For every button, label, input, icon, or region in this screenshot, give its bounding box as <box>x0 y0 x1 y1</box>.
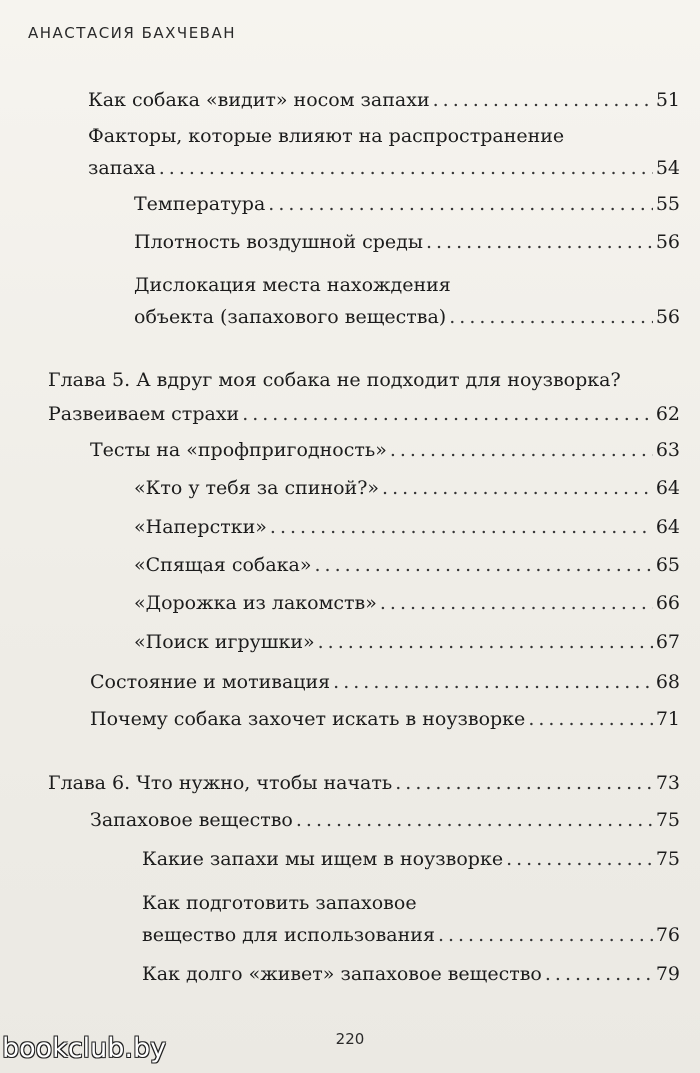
toc-page: 56 <box>655 306 680 328</box>
dot-leader <box>242 402 653 426</box>
toc-page: 56 <box>655 231 680 253</box>
dot-leader <box>296 808 653 832</box>
dot-leader <box>318 630 653 654</box>
dot-leader <box>528 707 653 731</box>
toc-entry: Какие запахи мы ищем в ноузворке ..... 75 <box>142 847 680 871</box>
toc-entry: запаха ..... 54 <box>88 156 680 180</box>
toc-entry: Как подготовить запаховое <box>142 892 417 914</box>
toc-page: 79 <box>655 963 680 985</box>
watermark: bookclub.by <box>2 1033 167 1064</box>
toc-page: 66 <box>655 592 680 614</box>
toc-page: 76 <box>655 924 680 946</box>
dot-leader <box>506 847 653 871</box>
toc-page: 54 <box>655 157 680 179</box>
toc-entry: Плотность воздушной среды ..... 56 <box>134 230 680 254</box>
toc-entry: объекта (запахового вещества) ..... 56 <box>134 305 680 329</box>
toc-entry: Факторы, которые влияют на распространение <box>88 125 565 147</box>
toc-entry: Запаховое вещество ..... 75 <box>90 808 680 832</box>
chapter-heading: Глава 6. Что нужно, чтобы начать ..... 73 <box>48 771 680 795</box>
running-head: АНАСТАСИЯ БАХЧЕВАН <box>28 24 237 42</box>
toc-page: 64 <box>655 477 680 499</box>
dot-leader <box>159 156 653 180</box>
toc-page: 65 <box>655 554 680 576</box>
toc-entry: вещество для использования ..... 76 <box>142 923 680 947</box>
dot-leader <box>545 962 653 986</box>
toc-page: 51 <box>655 89 680 111</box>
dot-leader <box>268 192 653 216</box>
toc-page: 63 <box>655 439 680 461</box>
dot-leader <box>315 553 653 577</box>
toc-page: 62 <box>655 403 680 425</box>
dot-leader <box>333 670 653 694</box>
toc-entry: Дислокация места нахождения <box>134 274 451 296</box>
toc-page: 64 <box>655 516 680 538</box>
dot-leader <box>426 230 653 254</box>
toc-page: 75 <box>655 848 680 870</box>
toc-entry: Температура ..... 55 <box>134 192 680 216</box>
toc-page: 73 <box>655 772 680 794</box>
toc-entry: Как собака «видит» носом запахи ..... 51 <box>88 88 680 112</box>
dot-leader <box>433 88 653 112</box>
page-number: 220 <box>335 1030 365 1048</box>
toc-page: 68 <box>655 671 680 693</box>
toc-entry: «Наперстки» ..... 64 <box>134 515 680 539</box>
toc-entry: «Кто у тебя за спиной?» ..... 64 <box>134 476 680 500</box>
toc-entry: Как долго «живет» запаховое вещество ..... 79 <box>142 962 680 986</box>
toc-entry: «Поиск игрушки» ..... 67 <box>134 630 680 654</box>
dot-leader <box>390 438 653 462</box>
dot-leader <box>438 923 653 947</box>
toc-entry: Состояние и мотивация ..... 68 <box>90 670 680 694</box>
dot-leader <box>380 591 653 615</box>
toc-entry: Развеиваем страхи ..... 62 <box>48 402 680 426</box>
toc-page: 75 <box>655 809 680 831</box>
dot-leader <box>395 771 653 795</box>
toc-page: 55 <box>655 193 680 215</box>
chapter-heading: Глава 5. А вдруг моя собака не подходит для ноузворка? <box>48 369 621 391</box>
toc-entry: Тесты на «профпригодность» ..... 63 <box>90 438 680 462</box>
toc-page: 71 <box>655 708 680 730</box>
dot-leader <box>449 305 653 329</box>
dot-leader <box>270 515 653 539</box>
toc-page: 67 <box>655 631 680 653</box>
toc-entry: Почему собака захочет искать в ноузворке ..... 71 <box>90 707 680 731</box>
toc-entry: «Спящая собака» ..... 65 <box>134 553 680 577</box>
toc-entry: «Дорожка из лакомств» ..... 66 <box>134 591 680 615</box>
dot-leader <box>382 476 653 500</box>
